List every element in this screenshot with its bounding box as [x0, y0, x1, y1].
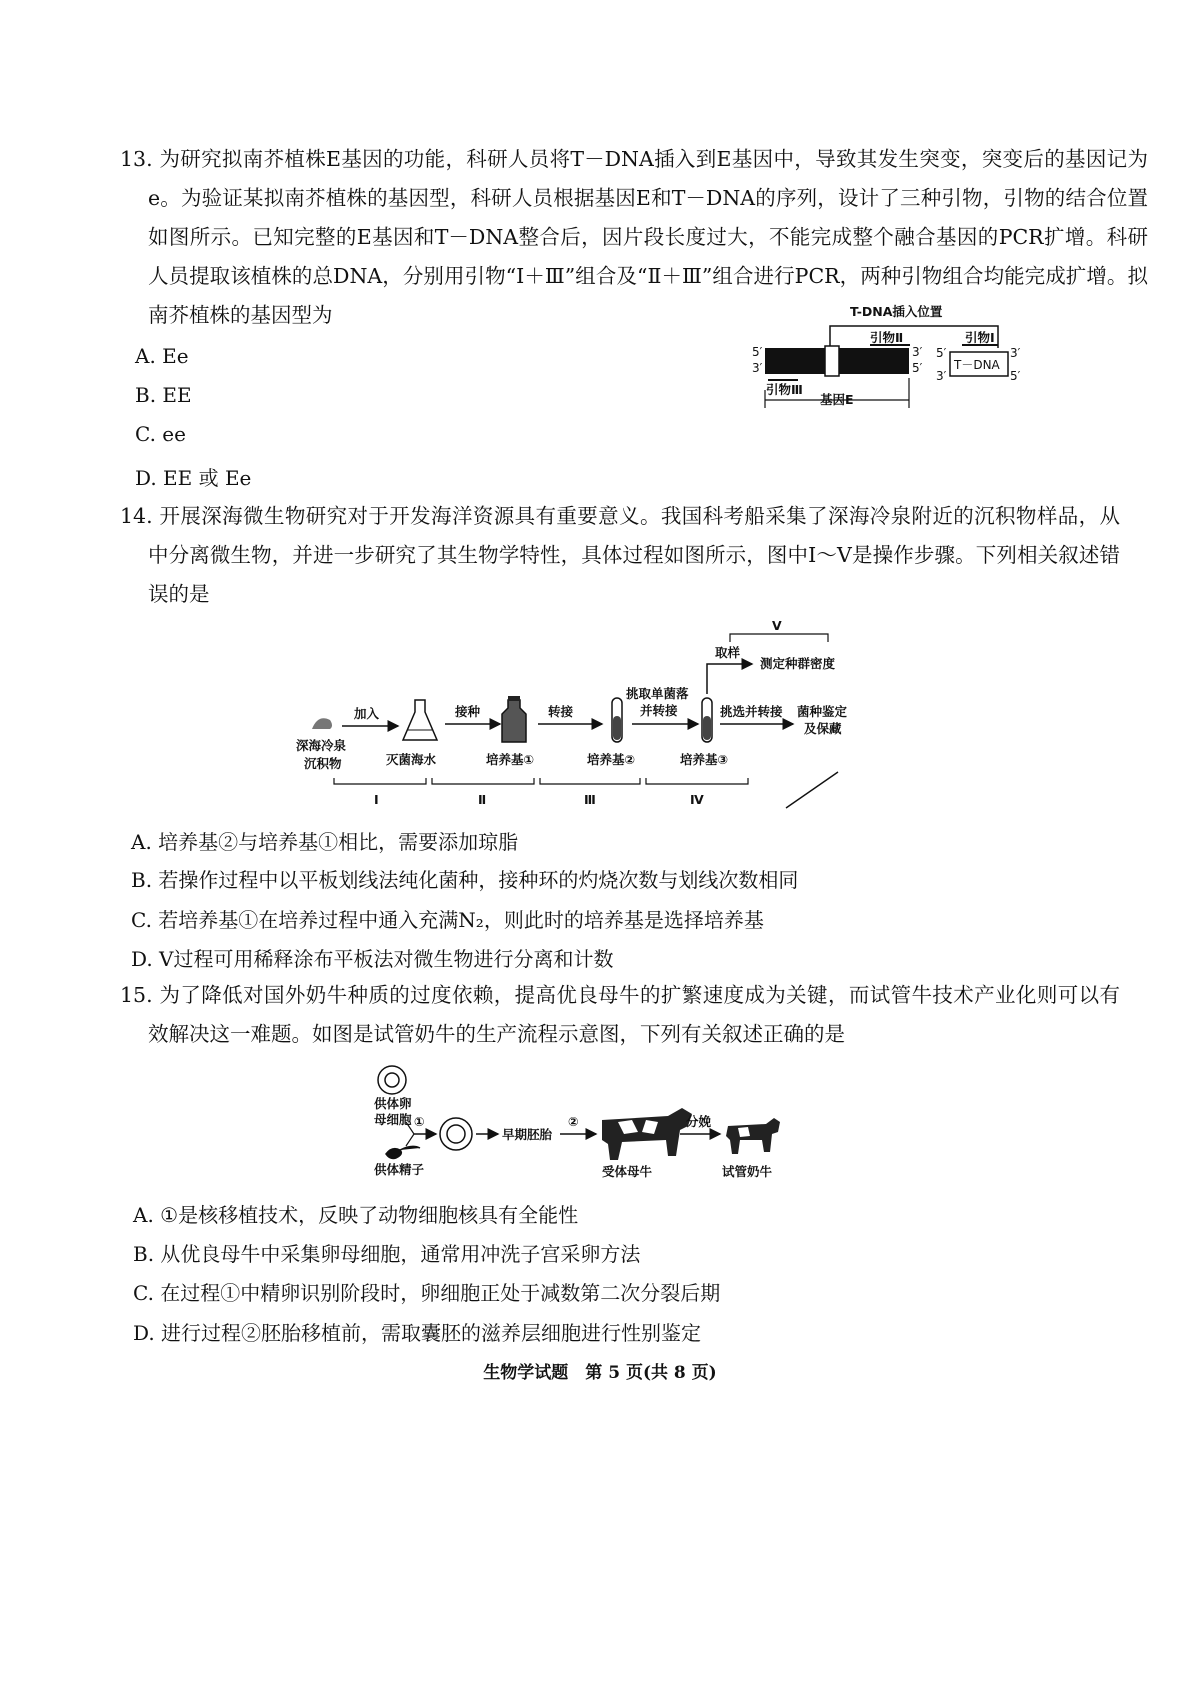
primer-3-label: 引物Ⅲ — [766, 382, 803, 397]
density-label: 测定种群密度 — [760, 656, 836, 671]
end-3-mid: 3′ — [912, 345, 923, 359]
bottle-cap — [508, 696, 520, 701]
q15-option-a: A. ①是核移植技术，反映了动物细胞核具有全能性 — [133, 1203, 579, 1227]
step-1-label: ① — [414, 1114, 425, 1129]
recipient-cow-icon — [602, 1108, 692, 1160]
primer-1-label: 引物Ⅰ — [965, 330, 995, 345]
tdna-insert-box — [825, 346, 839, 376]
identify-label-1: 菌种鉴定 — [797, 704, 848, 719]
tube-2-medium — [613, 716, 621, 740]
q13-option-d: D. EE 或 Ee — [135, 466, 252, 490]
calf-icon — [726, 1118, 780, 1154]
stray-mark — [786, 772, 838, 808]
pick-label-2: 并转接 — [640, 703, 678, 718]
tdna-end-3-right: 3′ — [1010, 346, 1021, 360]
q14-option-d: D. Ⅴ过程可用稀释涂布平板法对微生物进行分离和计数 — [131, 947, 614, 971]
step-i-label: Ⅰ — [374, 792, 379, 807]
q14-option-b: B. 若操作过程中以平板划线法纯化菌种，接种环的灼烧次数与划线次数相同 — [131, 868, 799, 892]
question-14-stem: 14. 开展深海微生物研究对于开发海洋资源具有重要意义。我国科考船采集了深海冷泉附近的沉积物样品，从中分离微生物，并进一步研究了其生物学特性，具体过程如图所示，图中Ⅰ～Ⅴ是操作步骤。下列相关叙述错误的是 — [120, 504, 1120, 606]
gene-e-label: 基因E — [820, 392, 854, 407]
transfer-label: 转接 — [548, 704, 574, 719]
step-iii-label: Ⅲ — [584, 792, 596, 807]
page-footer: 生物学试题 第 5 页(共 8 页) — [483, 1363, 717, 1383]
q14-option-c: C. 若培养基①在培养过程中通入充满N₂，则此时的培养基是选择培养基 — [131, 908, 764, 932]
question-15 — [120, 976, 1120, 1054]
step-iii-bracket — [540, 778, 640, 784]
sediment-icon — [312, 718, 332, 729]
end-5-mid: 5′ — [912, 361, 923, 375]
gene-e-left — [765, 348, 825, 374]
add-label: 加入 — [354, 706, 380, 721]
tube-3-medium — [703, 716, 711, 740]
tdna-end-5-right: 5′ — [1010, 369, 1021, 383]
gene-e-right — [839, 348, 909, 374]
tdna-insert-label: T-DNA插入位置 — [850, 304, 943, 319]
q15-option-c: C. 在过程①中精卵识别阶段时，卵细胞正处于减数第二次分裂后期 — [133, 1281, 721, 1305]
calf-label: 试管奶牛 — [722, 1164, 773, 1179]
sample-label: 取样 — [715, 645, 741, 660]
step-i-bracket — [334, 778, 426, 784]
step-ii-label: Ⅱ — [478, 792, 487, 807]
q13-option-b: B. EE — [135, 383, 192, 407]
medium3-label: 培养基③ — [680, 752, 729, 767]
step-2-label: ② — [568, 1114, 579, 1129]
bottle-icon — [502, 700, 526, 742]
step-iv-bracket — [646, 778, 748, 784]
identify-label-2: 及保藏 — [804, 721, 842, 736]
step-v-label: Ⅴ — [772, 618, 782, 633]
flask-icon — [403, 700, 437, 740]
seawater-label: 灭菌海水 — [386, 752, 437, 767]
sediment-label-2: 沉积物 — [304, 756, 342, 771]
q14-option-a: A. 培养基②与培养基①相比，需要添加琼脂 — [131, 830, 519, 854]
tdna-end-5-left: 5′ — [936, 346, 947, 360]
oocyte-label-2: 母细胞 — [374, 1112, 412, 1127]
end-3-left: 3′ — [752, 361, 763, 375]
select-label: 挑选并转接 — [720, 704, 783, 719]
medium1-label: 培养基① — [486, 752, 535, 767]
embryo-label: 早期胚胎 — [502, 1127, 553, 1142]
pick-label-1: 挑取单菌落 — [626, 686, 689, 701]
q13-option-c: C. ee — [135, 422, 186, 446]
q13-gene-diagram — [740, 300, 1040, 420]
question-14 — [120, 497, 1120, 614]
birth-label: 分娩 — [686, 1114, 712, 1129]
tdna-label: T－DNA — [954, 358, 1000, 372]
sperm-label: 供体精子 — [374, 1162, 425, 1177]
question-15-stem: 15. 为了降低对国外奶牛种质的过度依赖，提高优良母牛的扩繁速度成为关键，而试管牛技术产业化则可以有效解决这一难题。如图是试管奶牛的生产流程示意图，下列有关叙述正确的是 — [120, 983, 1120, 1046]
end-5-left: 5′ — [752, 345, 763, 359]
step-ii-bracket — [432, 778, 534, 784]
question-13-stem: 13. 为研究拟南芥植株E基因的功能，科研人员将T－DNA插入到E基因中，导致其发生突变，突变后的基因记为e。为验证某拟南芥植株的基因型，科研人员根据基因E和T－DNA的序列，设计了三种引物，引物的结合位置如图所示。已知完整的E基因和T－DNA整合后，因片段长度过大，不能完成整个融合基因的PCR扩增。科研人员提取该植株的总DNA，分别用引物“Ⅰ＋Ⅲ”组合及“Ⅱ＋Ⅲ”组合进行PCR，两种引物组合均能完成扩增。拟南芥植株的基因型为 — [120, 147, 1148, 327]
q15-option-b: B. 从优良母牛中采集卵母细胞，通常用冲洗子宫采卵方法 — [133, 1242, 641, 1266]
zygote-inner — [447, 1125, 465, 1143]
medium2-label: 培养基② — [587, 752, 636, 767]
primer-2-label: 引物Ⅱ — [870, 330, 904, 345]
q13-option-a: A. Ee — [135, 344, 189, 368]
step-v-bracket — [730, 634, 828, 642]
q15-option-d: D. 进行过程②胚胎移植前，需取囊胚的滋养层细胞进行性别鉴定 — [133, 1321, 702, 1345]
inoculate-label: 接种 — [455, 704, 481, 719]
sample-arrow — [707, 664, 752, 694]
q15-process-diagram — [350, 1060, 810, 1190]
sediment-label-1: 深海冷泉 — [296, 738, 347, 753]
q14-process-diagram — [290, 612, 880, 822]
oocyte-label-1: 供体卵 — [374, 1096, 412, 1111]
recipient-label: 受体母牛 — [602, 1164, 653, 1179]
step-iv-label: Ⅳ — [690, 792, 704, 807]
oocyte-inner — [385, 1073, 399, 1087]
tdna-end-3-left: 3′ — [936, 369, 947, 383]
sperm-icon — [386, 1146, 420, 1158]
